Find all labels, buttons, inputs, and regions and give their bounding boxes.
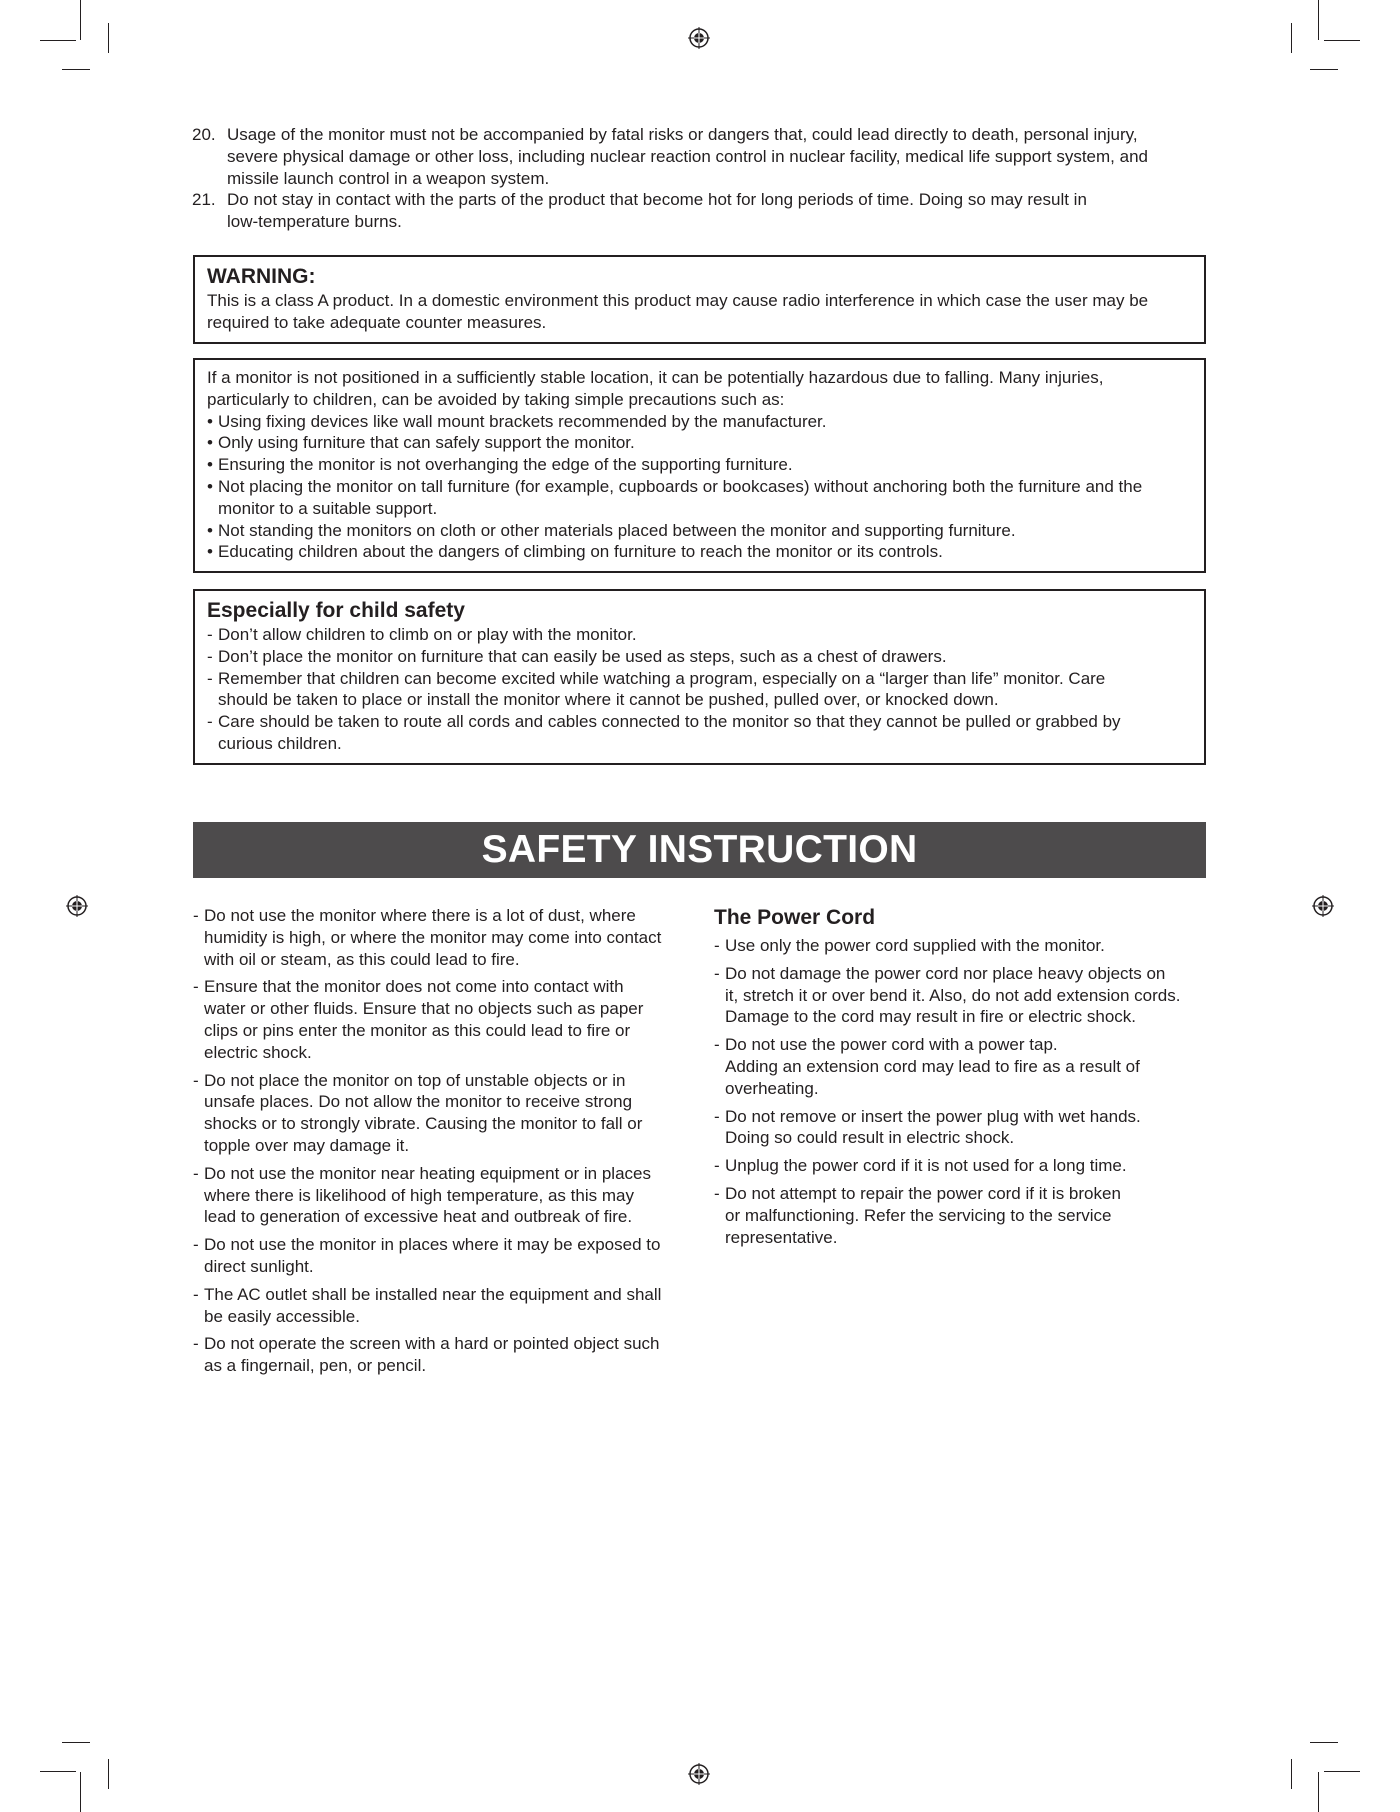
- text-line: monitor to a suitable support.: [218, 498, 438, 518]
- text-line: Do not use the power cord with a power tap.: [725, 1035, 1058, 1055]
- text-line: Usage of the monitor must not be accompanied by fatal risks or dangers that, could lead directly to death, personal injury,: [227, 125, 1138, 144]
- bullet-mark: •: [207, 542, 213, 562]
- bullet-mark: •: [207, 476, 213, 496]
- text-line: unsafe places. Do not allow the monitor to receive strong: [204, 1092, 633, 1112]
- text-line: curious children.: [218, 733, 342, 753]
- crop-mark: [1291, 1759, 1292, 1789]
- right-column: [714, 905, 1214, 1254]
- text-line: The AC outlet shall be installed near the equipment and shall: [204, 1284, 662, 1304]
- list-item: [714, 1106, 1214, 1150]
- child-safety-title: Especially for child safety: [207, 599, 465, 622]
- text-line: Do not attempt to repair the power cord if it is broken: [725, 1183, 1121, 1203]
- list-item: [207, 541, 1192, 563]
- list-item: [714, 1155, 1214, 1177]
- dash-mark: -: [193, 1235, 199, 1255]
- text-line: shocks or to strongly vibrate. Causing the monitor to fall or: [204, 1114, 643, 1134]
- registration-mark-icon: [688, 27, 710, 49]
- list-item: [207, 454, 1192, 476]
- child-safety-box: [193, 589, 1206, 765]
- list-item: [193, 1163, 693, 1228]
- dash-mark: -: [193, 1334, 199, 1354]
- item-number: 21.: [192, 190, 216, 210]
- dash-mark: -: [207, 668, 213, 688]
- text-line: representative.: [725, 1227, 838, 1247]
- list-item: [193, 976, 693, 1063]
- list-item: [207, 520, 1192, 542]
- crop-mark: [108, 23, 109, 53]
- crop-mark: [40, 1771, 76, 1772]
- stability-box: [193, 358, 1206, 573]
- dash-mark: -: [193, 906, 199, 925]
- text-line: Unplug the power cord if it is not used for a long time.: [725, 1156, 1127, 1176]
- list-item: [207, 411, 1192, 433]
- text-line: overheating.: [725, 1078, 819, 1098]
- list-item: [207, 624, 1192, 646]
- text-line: Educating children about the dangers of climbing on furniture to reach the monitor or its controls.: [218, 542, 943, 562]
- left-column: [193, 905, 693, 1383]
- text-line: or malfunctioning. Refer the servicing to the service: [725, 1205, 1112, 1225]
- bullet-mark: •: [207, 433, 213, 453]
- crop-mark: [1310, 1742, 1338, 1743]
- text-line: humidity is high, or where the monitor may come into contact: [204, 927, 662, 947]
- bullet-mark: •: [207, 520, 213, 540]
- text-line: it, stretch it or over bend it. Also, do not add extension cords.: [725, 985, 1181, 1005]
- text-line: severe physical damage or other loss, including nuclear reaction control in nuclear facility, medical life support system, and: [227, 146, 1148, 166]
- dash-mark: -: [714, 1035, 720, 1055]
- text-line: should be taken to place or install the monitor where it cannot be pushed, pulled over, or knocked down.: [218, 690, 999, 710]
- text-line: If a monitor is not positioned in a sufficiently stable location, it can be potentially hazardous due to falling. Many injuries,: [207, 368, 1104, 387]
- crop-mark: [1324, 40, 1360, 41]
- bullet-mark: •: [207, 455, 213, 475]
- text-line: Do not place the monitor on top of unstable objects or in: [204, 1070, 626, 1090]
- text-line: topple over may damage it.: [204, 1135, 410, 1155]
- dash-mark: -: [193, 977, 199, 997]
- text-line: Adding an extension cord may lead to fire as a result of: [725, 1056, 1140, 1076]
- crop-mark: [1318, 0, 1319, 40]
- section-title: SAFETY INSTRUCTION: [481, 828, 918, 871]
- text-line: Do not damage the power cord nor place heavy objects on: [725, 963, 1166, 983]
- dash-mark: -: [714, 1183, 720, 1203]
- text-line: Only using furniture that can safely support the monitor.: [218, 433, 635, 453]
- dash-mark: -: [193, 1163, 199, 1183]
- text-line: Use only the power cord supplied with the monitor.: [725, 936, 1105, 955]
- numbered-item: [192, 189, 1212, 233]
- text-line: lead to generation of excessive heat and outbreak of fire.: [204, 1207, 633, 1227]
- crop-mark: [1318, 1772, 1319, 1812]
- text-line: Don’t allow children to climb on or play with the monitor.: [218, 625, 637, 644]
- text-line: particularly to children, can be avoided by taking simple precautions such as:: [207, 389, 785, 409]
- crop-mark: [62, 1742, 90, 1743]
- text-line: Do not use the monitor near heating equipment or in places: [204, 1163, 651, 1183]
- dash-mark: -: [714, 963, 720, 983]
- text-line: Do not use the monitor where there is a lot of dust, where: [204, 906, 636, 925]
- text-line: direct sunlight.: [204, 1256, 314, 1276]
- item-number: 20.: [192, 125, 216, 144]
- list-item: [207, 432, 1192, 454]
- warning-title: WARNING:: [207, 265, 316, 288]
- registration-mark-icon: [688, 1763, 710, 1785]
- text-line: be easily accessible.: [204, 1306, 360, 1326]
- list-item: [714, 963, 1214, 1028]
- text-line: required to take adequate counter measures.: [207, 312, 547, 332]
- dash-mark: -: [193, 1284, 199, 1304]
- text-line: Do not operate the screen with a hard or pointed object such: [204, 1334, 660, 1354]
- text-line: Do not use the monitor in places where it may be exposed to: [204, 1235, 661, 1255]
- text-line: Damage to the cord may result in fire or electric shock.: [725, 1007, 1136, 1027]
- registration-mark-icon: [1312, 895, 1334, 917]
- text-line: as a fingernail, pen, or pencil.: [204, 1356, 427, 1376]
- text-line: Do not remove or insert the power plug with wet hands.: [725, 1106, 1141, 1126]
- list-item: [714, 935, 1214, 957]
- text-line: electric shock.: [204, 1042, 312, 1062]
- crop-mark: [40, 40, 76, 41]
- crop-mark: [62, 69, 90, 70]
- list-item: [193, 1284, 693, 1328]
- crop-mark: [80, 1772, 81, 1812]
- numbered-item: [192, 124, 1212, 189]
- text-line: Not placing the monitor on tall furniture (for example, cupboards or bookcases) without anchoring both the furniture and the: [218, 476, 1143, 496]
- crop-mark: [1310, 69, 1338, 70]
- text-line: Remember that children can become excited while watching a program, especially on a “larger than life” monitor. Care: [218, 668, 1106, 688]
- power-cord-heading: The Power Cord: [714, 906, 876, 929]
- text-line: This is a class A product. In a domestic environment this product may cause radio interference in which case the user may be: [207, 291, 1149, 310]
- dash-mark: -: [714, 1156, 720, 1176]
- text-line: Don’t place the monitor on furniture that can easily be used as steps, such as a chest of drawers.: [218, 646, 947, 666]
- crop-mark: [80, 0, 81, 40]
- list-item: [193, 1070, 693, 1157]
- dash-mark: -: [714, 936, 720, 955]
- text-line: where there is likelihood of high temperature, as this may: [204, 1185, 634, 1205]
- dash-mark: -: [207, 712, 213, 732]
- text-line: Doing so could result in electric shock.: [725, 1128, 1015, 1148]
- dash-mark: -: [207, 646, 213, 666]
- crop-mark: [108, 1759, 109, 1789]
- text-line: with oil or steam, as this could lead to fire.: [204, 949, 520, 969]
- crop-mark: [1324, 1771, 1360, 1772]
- text-line: low-temperature burns.: [227, 212, 402, 232]
- list-item: [193, 1234, 693, 1278]
- text-line: missile launch control in a weapon system.: [227, 168, 550, 188]
- text-line: clips or pins enter the monitor as this could lead to fire or: [204, 1020, 631, 1040]
- list-item: [207, 646, 1192, 668]
- warning-box: [193, 255, 1206, 344]
- crop-mark: [1291, 23, 1292, 53]
- list-item: [714, 1183, 1214, 1248]
- dash-mark: -: [193, 1070, 199, 1090]
- text-line: water or other fluids. Ensure that no objects such as paper: [204, 999, 644, 1019]
- text-line: Using fixing devices like wall mount brackets recommended by the manufacturer.: [218, 411, 827, 431]
- text-line: Care should be taken to route all cords and cables connected to the monitor so that they cannot be pulled or grabbed by: [218, 712, 1121, 732]
- section-banner: [193, 822, 1206, 878]
- bullet-mark: •: [207, 411, 213, 431]
- text-line: Ensure that the monitor does not come into contact with: [204, 977, 624, 997]
- list-item: [207, 668, 1192, 712]
- list-item: [193, 1333, 693, 1377]
- text-line: Ensuring the monitor is not overhanging the edge of the supporting furniture.: [218, 455, 793, 475]
- text-line: Not standing the monitors on cloth or other materials placed between the monitor and supporting furniture.: [218, 520, 1016, 540]
- text-line: Do not stay in contact with the parts of the product that become hot for long periods of time. Doing so may result in: [227, 190, 1087, 210]
- numbered-list: [192, 124, 1212, 233]
- dash-mark: -: [714, 1106, 720, 1126]
- list-item: [207, 711, 1192, 755]
- list-item: [193, 905, 693, 970]
- list-item: [207, 476, 1192, 520]
- dash-mark: -: [207, 625, 213, 644]
- registration-mark-icon: [66, 895, 88, 917]
- list-item: [714, 1034, 1214, 1099]
